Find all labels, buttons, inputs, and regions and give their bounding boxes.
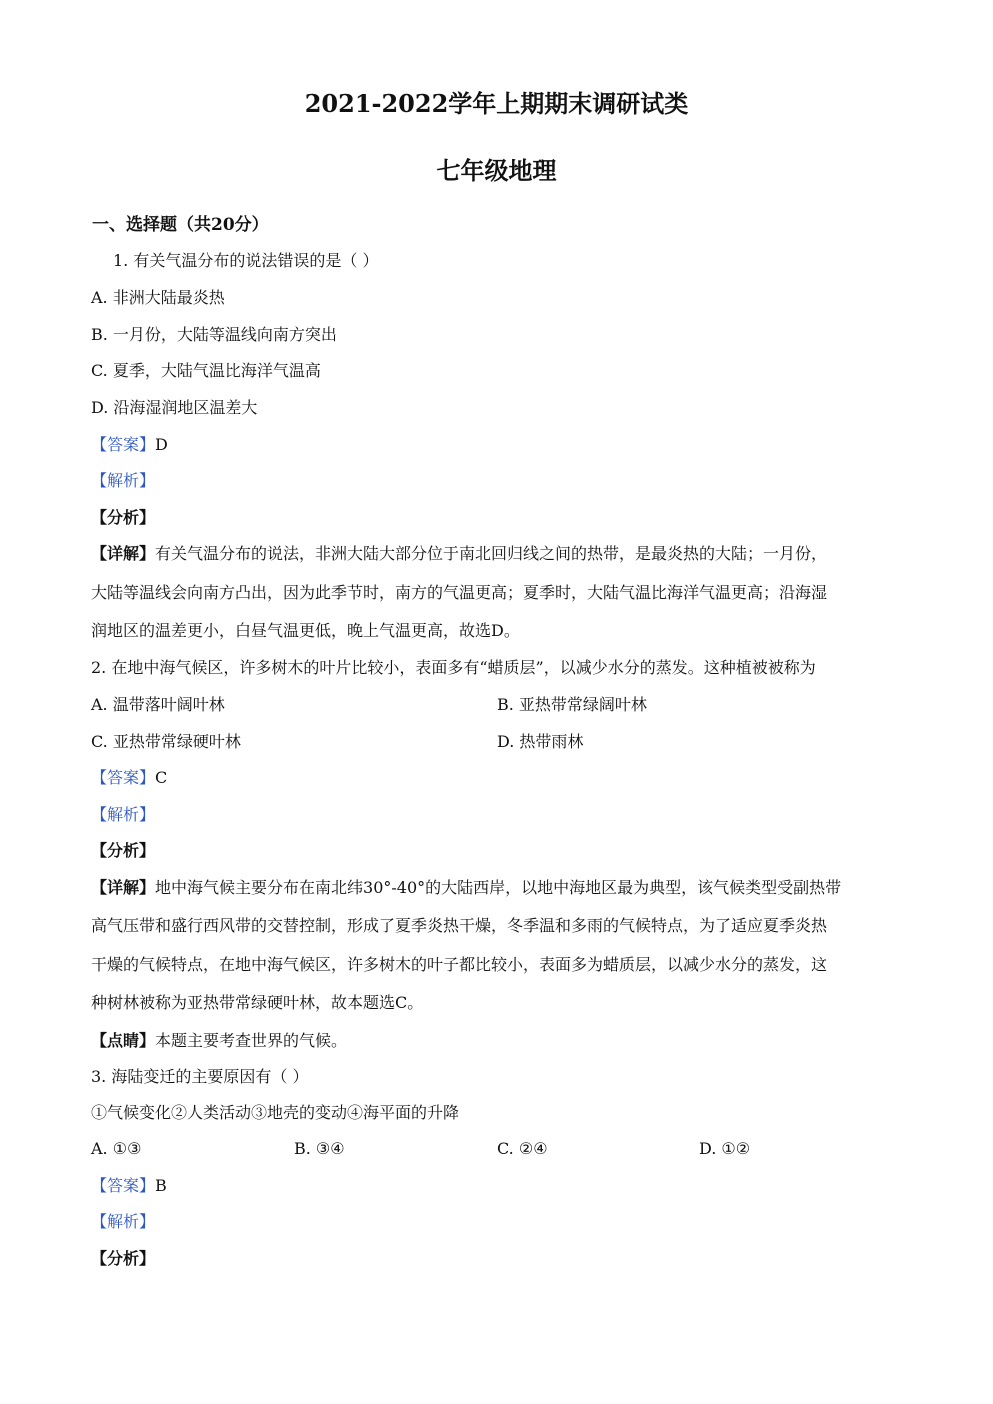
q2-option-c: C. 亚热带常绿硬叶林 (91, 732, 241, 751)
analysis-tag: 【解析】 (91, 471, 156, 490)
dianjing-tag: 【点睛】 (91, 1031, 156, 1050)
q2-answer-row (91, 766, 167, 790)
q1-option-c: C. 夏季，大陆气温比海洋气温高 (91, 361, 321, 380)
q2-detail-line-4: 种树林被称为亚热带常绿硬叶林，故本题选C。 (91, 993, 424, 1012)
q1-answer-value: D (155, 435, 168, 454)
q2-detail-line-2: 高气压带和盛行西风带的交替控制，形成了夏季炎热干燥，冬季温和多雨的气候特点，为了适应夏季炎热 (91, 916, 828, 935)
fenxi-tag: 【分析】 (91, 1249, 156, 1268)
detail-tag: 【详解】 (91, 544, 156, 563)
answer-tag: 【答案】 (91, 1176, 156, 1195)
q3-items: ①气候变化②人类活动③地壳的变动④海平面的升降 (91, 1103, 460, 1122)
page-title: 2021-2022学年上期期末调研试类 (304, 89, 689, 118)
q1-option-a: A. 非洲大陆最炎热 (91, 288, 225, 307)
detail-tag: 【详解】 (91, 878, 156, 897)
q1-detail-line-2: 大陆等温线会向南方凸出，因为此季节时，南方的气温更高；夏季时，大陆气温比海洋气温更高；沿海湿 (91, 583, 828, 602)
q2-dianjing-text: 本题主要考查世界的气候。 (155, 1031, 348, 1050)
page-subtitle: 七年级地理 (436, 156, 557, 185)
fenxi-tag: 【分析】 (91, 841, 156, 860)
q2-dianjing-row (91, 1029, 347, 1053)
q3-option-d: D. ①② (699, 1139, 751, 1158)
fenxi-tag: 【分析】 (91, 508, 156, 527)
q3-answer-row (91, 1174, 167, 1198)
answer-tag: 【答案】 (91, 435, 156, 454)
answer-tag: 【答案】 (91, 768, 156, 787)
q1-detail-line-3: 润地区的温差更小，白昼气温更低，晚上气温更高，故选D。 (91, 621, 520, 640)
q1-option-b: B. 一月份，大陆等温线向南方突出 (91, 325, 337, 344)
q2-option-b: B. 亚热带常绿阔叶林 (497, 695, 647, 714)
q3-answer-value: B (155, 1176, 167, 1195)
analysis-tag: 【解析】 (91, 805, 156, 824)
q1-detail-line-1 (91, 542, 827, 566)
q2-detail-line-1 (91, 876, 841, 900)
q1-option-d: D. 沿海湿润地区温差大 (91, 398, 258, 417)
q2-detail-line-3: 干燥的气候特点，在地中海气候区，许多树木的叶子都比较小，表面多为蜡质层，以减少水分的蒸发，这 (91, 955, 828, 974)
q2-option-a: A. 温带落叶阔叶林 (91, 695, 225, 714)
q1-detail-text-1: 有关气温分布的说法，非洲大陆大部分位于南北回归线之间的热带，是最炎热的大陆；一月份， (155, 544, 828, 563)
q3-option-a: A. ①③ (91, 1139, 142, 1158)
q1-answer-row (91, 433, 168, 457)
q2-stem: 2. 在地中海气候区，许多树木的叶片比较小，表面多有“蜡质层”，以减少水分的蒸发。这种植被被称为 (91, 658, 816, 677)
q2-option-d: D. 热带雨林 (497, 732, 584, 751)
q3-option-c: C. ②④ (497, 1139, 548, 1158)
section-heading: 一、选择题（共20分） (92, 215, 269, 235)
q3-option-b: B. ③④ (294, 1139, 345, 1158)
q1-stem: 1. 有关气温分布的说法错误的是（ ） (113, 251, 379, 270)
analysis-tag: 【解析】 (91, 1212, 156, 1231)
q2-answer-value: C (155, 768, 168, 787)
q2-detail-text-1: 地中海气候主要分布在南北纬30°-40°的大陆西岸，以地中海地区最为典型，该气候类型受副热带 (155, 878, 842, 897)
q3-stem: 3. 海陆变迁的主要原因有（ ） (91, 1067, 309, 1086)
